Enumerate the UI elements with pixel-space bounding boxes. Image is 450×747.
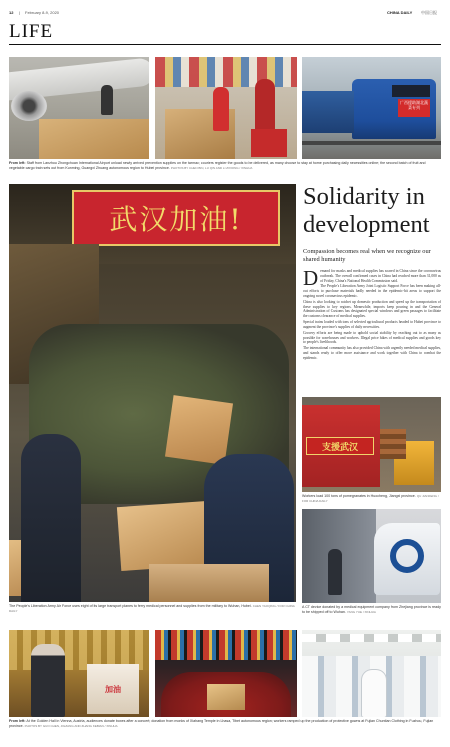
issue-date: February 8-9, 2020 [25, 10, 60, 15]
right-photo-caption-1 [302, 494, 441, 503]
right-caption-2-credit: YANG YUE / XINHUA [346, 609, 376, 614]
right-caption-1-credit: QU JIANFENG / FOR CHINA DAILY [302, 494, 439, 503]
courier-figure-1 [213, 87, 229, 131]
bottom-photo-caption [9, 719, 441, 728]
cargo-boxes [39, 119, 149, 159]
floor-box [149, 564, 269, 602]
donation-box [87, 664, 139, 714]
article-paragraph: China is also looking to ratchet up domestic production and speed up the transportation of these supplies to key regions. Meanwhile, imports keep pouring in and the General Administration of Customs has designated special windows and green passages to facilitate the customs clearance of medical supplies. [303, 299, 441, 319]
left-photo-caption [9, 604, 296, 613]
bottom-caption-lead: From left: [9, 719, 26, 723]
train-window [392, 85, 430, 97]
photo-lhasa-monks [155, 630, 297, 717]
red-banner [72, 190, 280, 246]
section-rule [9, 44, 441, 45]
carried-box-2 [117, 501, 211, 571]
bottom-caption-credit: PHOTOS BY GUO CHEN, JIGZANG AND ZHANG KEBIAN / XINHUA [24, 723, 118, 728]
bottom-caption-text: At the Golden Hall in Vienna, Austria, audiences donate boxes after a concert; donation from monks of Xiahang Temple in Lhasa, Tibet autonomous region; workers ramped up the production of protective gowns at Fujian Chuntian Clothing in Fuzhou, Fujian province. [9, 719, 434, 728]
worker-foreground [362, 670, 386, 717]
page-number: 12 [9, 10, 14, 15]
worker-near-ct [328, 549, 342, 595]
right-caption-2-text: A CT device donated by a medical equipment company from Zhejiang province is ready to be shipped off to Wuhan. [302, 605, 441, 614]
page-header [9, 8, 441, 18]
article-paragraph: Special trains loaded with tons of selected agricultural products headed to Hubei province to augment the province's supplies of daily necessities. [303, 320, 441, 329]
article-paragraph: The international community has also provided China with urgently needed medical supplies, and stands ready to offer more assistance and work together with China to combat the epidemic. [303, 346, 441, 360]
top-caption-lead: From left: [9, 161, 26, 165]
paper-name: CHINA DAILY [387, 10, 413, 15]
photo-ct-device [302, 509, 441, 603]
right-photo-caption-2 [302, 605, 441, 614]
carried-box-1 [165, 395, 233, 465]
banner-text: 武汉加油! [109, 203, 243, 236]
photo-vegetable-train [302, 57, 441, 159]
right-caption-1-text: Workers load 100 tons of pomegranates in Huocheng, Jiangxi province. [302, 494, 416, 498]
article-paragraph: The People's Liberation Army Joint Logistic Support Force has been making all-out efforts to purchase materials badly needed in the epidemic-hit areas to support the ongoing novel coronavirus epidemic. [303, 284, 441, 298]
donation-box-label: 加油 [105, 684, 121, 694]
shelf-goods [155, 57, 297, 87]
ct-gantry-ring [390, 539, 424, 573]
train-sign-board [398, 99, 430, 117]
crates-on-forklift [380, 429, 406, 459]
top-caption-credit: PHOTOS BY CHEN BIN, LU QIN AND LI ZIXIONG / XINHUA [170, 165, 253, 170]
temple-eaves [155, 630, 297, 660]
train-sign-text: 广西援助湖北蔬菜专列 [400, 100, 428, 110]
worker-figure [101, 85, 113, 115]
left-caption-text: The People's Liberation Army Air Force uses eight of its large transport planes to ferry medical personnel and supplies from the military to Wuhan, Hubei. [9, 604, 252, 608]
photo-couriers [155, 57, 297, 159]
paper-name-cn: 中国日报 [421, 10, 437, 15]
top-caption-text: Staff from Lanzhou Zhongchuan International Airport unload newly arrived prevention supplies on the tarmac; couriers register the goods to be delivered, as many choose to stay at home purchasing daily necessities online; the second batch of fruit and vegetable cargo train sets out from Kunming, Guangxi Zhuang autonomous region to Hubei province. [9, 161, 426, 170]
truck-banner-text: 支援武汉 [321, 442, 358, 453]
drop-cap: D [303, 266, 319, 290]
photo-pla-unloading [9, 184, 296, 602]
article-body [303, 266, 441, 362]
train-cars [302, 91, 354, 133]
photo-airport-tarmac [9, 57, 149, 159]
photo-vienna-donation [9, 630, 149, 717]
photo-gown-factory [302, 630, 441, 717]
article-paragraph: emand for masks and medical supplies has soared in China since the coronavirus outbreak. The overall confirmed cases in China had reached more than 31,000 as of Friday, China's National Health Commission said. [320, 269, 441, 283]
header-divider: | [19, 10, 21, 15]
top-photo-caption [9, 161, 441, 170]
donation-parcel [207, 684, 245, 710]
photo-truck-loading [302, 397, 441, 492]
courier-figure-2 [255, 79, 275, 135]
section-title: LIFE [9, 21, 54, 42]
red-cart [251, 129, 287, 157]
headline: Solidarity in development [303, 183, 430, 238]
factory-ceiling-lights [302, 634, 441, 642]
rail-track [302, 141, 441, 145]
article-paragraph: Grocery efforts are being made to uphold social stability by reaching out to as many as possible for warehouses and workers. Illegal price hikes of medical supplies and goods key to people's livelihoods. [303, 330, 441, 345]
donor-man [31, 644, 65, 717]
worker-front-left [21, 434, 81, 602]
truck-banner [306, 437, 374, 455]
airplane-engine [11, 91, 47, 121]
subhead: Compassion becomes real when we recognize our shared humanity [303, 248, 431, 263]
left-caption-credit: CHEN YAOQING / FOR CHINA DAILY [9, 604, 295, 613]
